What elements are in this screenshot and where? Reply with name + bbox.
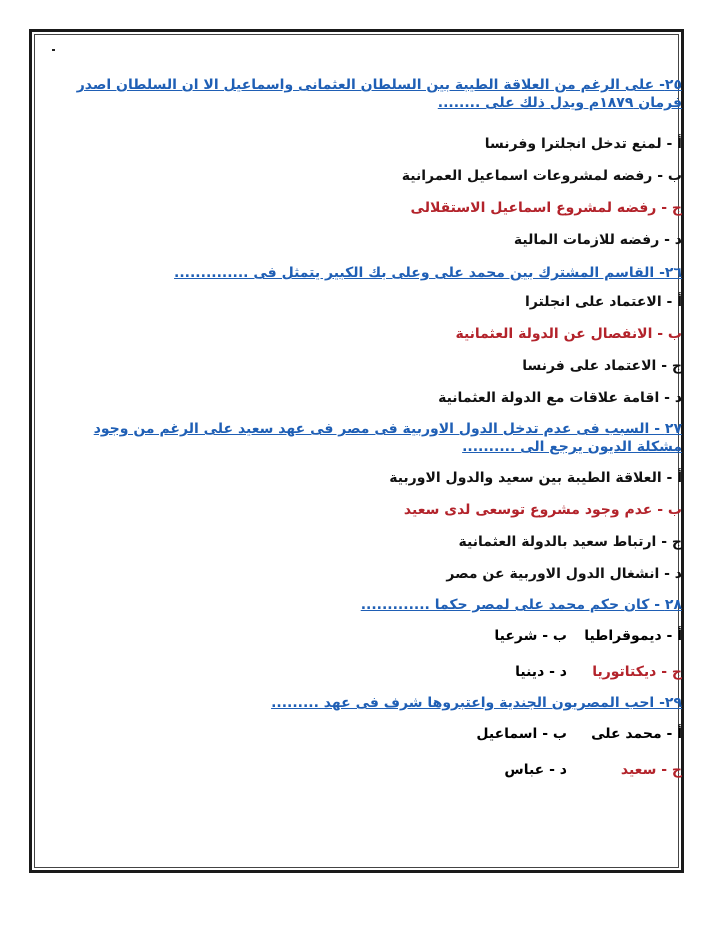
option-b-correct: ب - الانفصال عن الدولة العثمانية xyxy=(455,326,682,342)
options-row-2 xyxy=(58,752,682,788)
option-c: ج - ارتباط سعيد بالدولة العثمانية xyxy=(458,534,682,550)
option-d: د - انشغال الدول الاوربية عن مصر xyxy=(446,566,682,582)
options-row-1 xyxy=(58,716,682,752)
question-text: ٢٥- على الرغم من العلاقة الطيبة بين السلطان العثمانى واسماعيل الا ان السلطان اصدر فرمان ١٨٧٩م ويدل ذلك على ........ xyxy=(76,77,682,111)
stray-mark xyxy=(52,49,55,51)
question-text: ٢٧ - السبب فى عدم تدخل الدول الاوربية فى مصر فى عهد سعيد على الرغم من وجود مشكلة الديون يرجع الى .......... xyxy=(93,421,682,455)
question-26 xyxy=(58,264,682,414)
question-text: ٢٩- احب المصريون الجندية واعتبروها شرف فى عهد ......... xyxy=(271,695,682,711)
option-a: أ - محمد على xyxy=(591,726,682,742)
option-c-correct: ج - سعيد xyxy=(620,762,682,778)
option-d: د - عباس xyxy=(504,762,567,778)
option-b: ب - شرعيا xyxy=(494,628,567,644)
option-c-correct: ج - ديكتاتوريا xyxy=(592,664,682,680)
option-a: أ - العلاقة الطيبة بين سعيد والدول الاوربية xyxy=(389,470,682,486)
questions-content xyxy=(58,76,682,788)
option-b: ب - اسماعيل xyxy=(476,726,567,742)
option-b: ب - رفضه لمشروعات اسماعيل العمرانية xyxy=(401,168,682,184)
options-row-1 xyxy=(58,618,682,654)
option-a: أ - ديموقراطيا xyxy=(584,628,682,644)
option-c-correct: ج - رفضه لمشروع اسماعيل الاستقلالى xyxy=(410,200,682,216)
option-a: أ - لمنع تدخل انجلترا وفرنسا xyxy=(484,136,682,152)
question-text: ٢٨ - كان حكم محمد على لمصر حكما ............. xyxy=(360,597,682,613)
option-d: د - اقامة علاقات مع الدولة العثمانية xyxy=(438,390,682,406)
options-row-2 xyxy=(58,654,682,690)
option-d: د - رفضه للازمات المالية xyxy=(513,232,682,248)
option-c: ج - الاعتماد على فرنسا xyxy=(522,358,682,374)
question-28 xyxy=(58,596,682,690)
question-29 xyxy=(58,694,682,788)
question-27 xyxy=(58,420,682,590)
question-text: ٢٦- القاسم المشترك بين محمد على وعلى بك الكبير يتمثل فى .............. xyxy=(174,265,682,281)
option-b-correct: ب - عدم وجود مشروع توسعى لدى سعيد xyxy=(403,502,682,518)
question-25 xyxy=(58,76,682,256)
option-a: أ - الاعتماد على انجلترا xyxy=(525,294,682,310)
option-d: د - دينيا xyxy=(515,664,567,680)
